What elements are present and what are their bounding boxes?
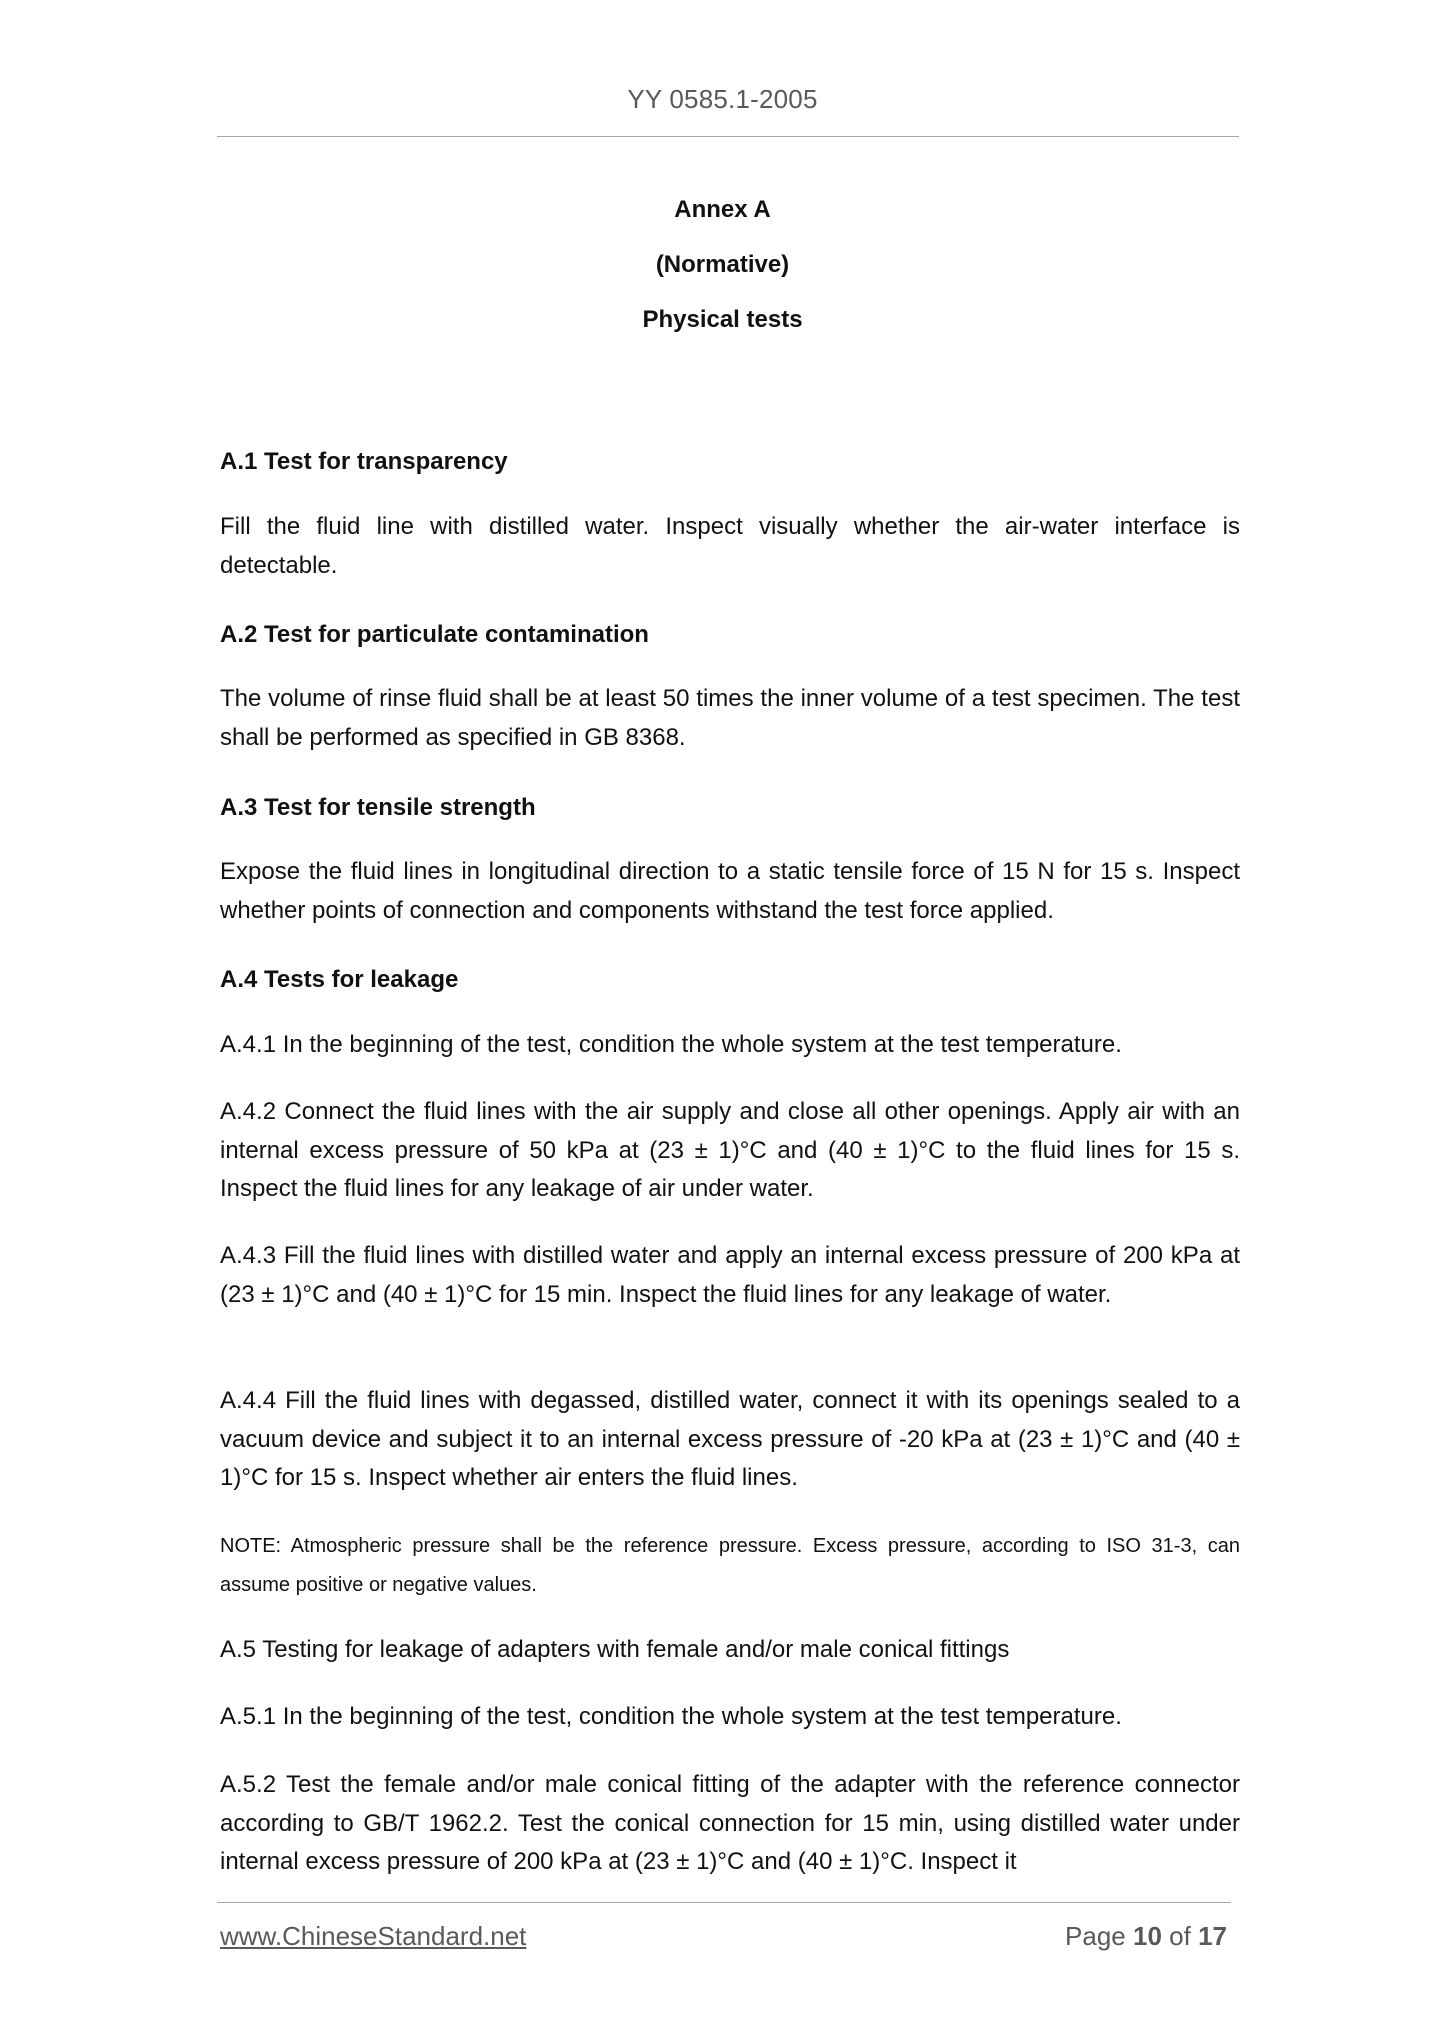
section-text-a2: The volume of rinse fluid shall be at least 50 times the inner volume of a test specimen. The test shall be performed as specified in GB 8368.: [220, 685, 1240, 751]
section-heading-a5: A.5 Testing for leakage of adapters with female and/or male conical fittings: [220, 1636, 1010, 1663]
section-heading-a2: A.2 Test for particulate contamination: [220, 621, 649, 648]
section-text-a3: Expose the fluid lines in longitudinal direction to a static tensile force of 15 N for 15 s. Inspect whether points of connection and components withstand the test force applied.: [220, 858, 1240, 924]
page-label: Page: [1065, 1921, 1126, 1951]
annex-title: Annex A: [674, 196, 771, 223]
clause-a4-3: A.4.3 Fill the fluid lines with distilled water and apply an internal excess pressure of 200 kPa at (23 ± 1)°C and (40 ± 1)°C for 15 min. Inspect the fluid lines for any leakage of water.: [220, 1242, 1240, 1308]
section-text-a1: Fill the fluid line with distilled water. Inspect visually whether the air-water interface is detectable.: [220, 513, 1240, 579]
annex-subject: Physical tests: [642, 306, 803, 333]
clause-a5-1: A.5.1 In the beginning of the test, condition the whole system at the test temperature.: [220, 1703, 1122, 1730]
section-heading-a4: A.4 Tests for leakage: [220, 966, 459, 993]
page-of-label: of: [1169, 1921, 1191, 1951]
footer-divider: [217, 1902, 1231, 1903]
clause-a4-1: A.4.1 In the beginning of the test, condition the whole system at the test temperature.: [220, 1031, 1122, 1058]
page-number: [1065, 1921, 1227, 1952]
document-code: YY 0585.1-2005: [627, 84, 818, 114]
clause-a4-2: A.4.2 Connect the fluid lines with the air supply and close all other openings. Apply air with an internal excess pressure of 50 kPa at (23 ± 1)°C and (40 ± 1)°C to the fluid lines for 15 s. Inspect the fluid lines for any leakage of air under water.: [220, 1098, 1240, 1202]
section-heading-a1: A.1 Test for transparency: [220, 448, 508, 475]
annex-status: (Normative): [655, 251, 790, 278]
page-current: 10: [1133, 1921, 1162, 1951]
page-total: 17: [1198, 1921, 1227, 1951]
note-a4: NOTE: Atmospheric pressure shall be the reference pressure. Excess pressure, according to ISO 31-3, can assume positive or negative values.: [220, 1535, 1240, 1596]
clause-a4-4: A.4.4 Fill the fluid lines with degassed, distilled water, connect it with its openings sealed to a vacuum device and subject it to an internal excess pressure of -20 kPa at (23 ± 1)°C and (40 ± 1)°C for 15 s. Inspect whether air enters the fluid lines.: [220, 1387, 1240, 1491]
section-heading-a3: A.3 Test for tensile strength: [220, 794, 536, 821]
website-link[interactable]: www.ChineseStandard.net: [220, 1921, 527, 1951]
clause-a5-2: A.5.2 Test the female and/or male conical fitting of the adapter with the reference connector according to GB/T 1962.2. Test the conical connection for 15 min, using distilled water under internal excess pressure of 200 kPa at (23 ± 1)°C and (40 ± 1)°C. Inspect it: [220, 1771, 1240, 1875]
